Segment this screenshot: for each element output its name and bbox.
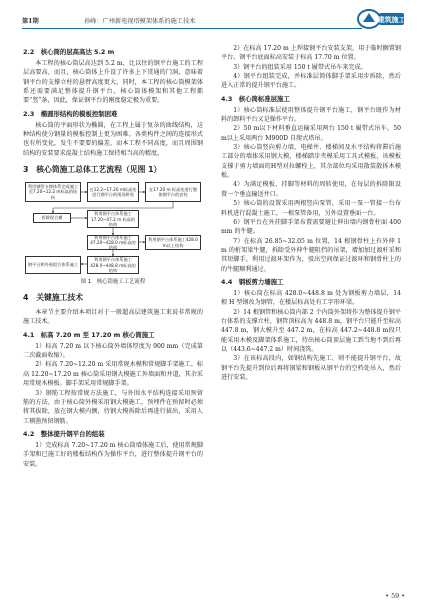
section-4-2-paragraph-4: 4）钢平台组装完成，并标准层简体脚手架采用步拆除，然后进入正常的提升钢平台施工。 xyxy=(221,73,401,90)
flow-step-5: 利用钢平台体系施工17.20~47.2 m 标高的结构 xyxy=(87,210,139,228)
section-4-3-paragraph-5: 5）核心筒的设置采用两根竖向泵管，采用一泵一管接一台布料机进行混凝土施工，一根泵管备用，另外设置垂面一台。 xyxy=(221,200,401,217)
flow-step-7: 利用钢平台体系施工428.0 m以上结构 xyxy=(145,235,201,250)
flow-step-3: 在17.20 m 标高处进行整体钢平台的安装 xyxy=(145,182,201,202)
section-4-3-title: 4.3 核心筒标准层施工 xyxy=(221,94,290,103)
section-4-2-paragraph-3: 3）钢平台的组装采用 150 t 履带式吊车来完成。 xyxy=(233,63,367,71)
section-4-paragraph: 本章节主要介绍本项目对于一般超高层建筑施工来说非常规的施工技术。 xyxy=(23,309,203,326)
issue-number: 第1期 xyxy=(22,18,39,25)
journal-logo-icon xyxy=(357,8,405,30)
section-2-2-paragraph: 本工程的核心筒层高达到 5.2 m，比以往的钢平台施工的工程层高要高，而且，核心筒体上升设了许多上下贯通的门洞，意味着钢平台的支撑立柱的悬臂高度更大，同时，本工程的核心筒模架体系还需要满足整体提升钢平台、核心筒体模架和其他工程都要“竖”条，因此，保证钢平台的刚度稳定极为重要。 xyxy=(23,60,203,105)
running-title: 孙峰：广州新电视塔模架体系的施工技术 xyxy=(84,18,196,25)
flow-step-2: 在12.2~17.20 m标高处进行钢平台的现场拼装 xyxy=(87,182,139,202)
section-4-1-title: 4.1 标高 7.20 m 至 17.20 m 核心筒施工 xyxy=(23,330,155,339)
section-4-3-paragraph-4: 4）为满足模板、挂脚等材料的周转使用，在每层的拆除限设置一个垂直输送井口。 xyxy=(221,181,401,198)
page-header xyxy=(22,6,405,36)
section-4-1-paragraph-1: 1）标高 7.20 m 以下核心筒外墙体厚度为 900 mm（完成第二次截面收缩）。 xyxy=(23,342,203,360)
section-4-1-paragraph-3: 3）钢筋工程按常规方法施工，与外围水平结构连接采用预留筋的方法，由于核心筒外模采用钢大模施工，预埋件在预留时必须将其拔除，放在钢大模内侧，待钢大模拆除后再进行拔出，采用人工剔凿预留钢筋。 xyxy=(23,389,203,425)
section-4-2-paragraph-1: 1）完成标高 7.20~17.20 m 核心筒墙体施工后，使用常规脚手架和已施工好的楼板结构作为操作平台，进行整体提升钢平台的安装。 xyxy=(23,441,203,468)
figure-caption: 图 1 核心筒施工工艺流程 xyxy=(80,279,146,286)
page-number: • 59 • xyxy=(385,592,405,600)
section-4-3-paragraph-2: 2）50 m以下材料垂直运输采用两台 150 t 履带式吊车，50 m以上采用两台 M900D 自爬式塔吊。 xyxy=(221,125,401,142)
flow-step-9: 钢平台和外围组合体系施工 xyxy=(25,256,81,274)
section-2-3-title: 2.3 椭圆形结构的模板控制困难 xyxy=(23,109,118,118)
flow-step-6: 利用钢平台体系施工47.20~428.0 m标高的结构 xyxy=(87,235,139,250)
section-4-4-paragraph-1: 1）核心筒在标高 428.0~448.8 m 处为钢板剪力墙层，14 根 H 型钢改为钢管，在楼层标高处有工字形环梁。 xyxy=(221,289,401,307)
section-4-4-paragraph-2: 2）14 根钢管和核心筒内部 2 个内筒外架将作为整体提升钢平台体系的支撑立柱，钢管顶标高为 448.8 m，钢平台只能升至标高 447.8 m，钢大模升至 447.2 m，在标高 447.2~448.8 m段只能采用木模及脚架体系施工，待出核心筒顶层施工到当地不到后再以（443.6~447.2 m）时间浇筑。 xyxy=(221,308,401,353)
logo-text: 建筑施工 xyxy=(377,16,405,24)
header-rule xyxy=(22,28,362,29)
process-flowchart xyxy=(23,180,203,276)
section-4-3-paragraph-3: 3）核心筒竖向剪力墙、电梯井、楼梯间及水平结构将滞后施工部分的墙体采用钢大模，楼梯踏步夹模采用工具式模板，该模板支撑于剪力墙面的H型对拉螺栓上，其余部位均采用散装散拆木模板。 xyxy=(221,144,401,180)
section-2-2-title: 2.2 核心筒的层高高达 5.2 m xyxy=(23,48,115,56)
section-2-3-paragraph: 核心筒的平面形状为椭圆，在工程上属于复杂的曲线结构，这种结构使分钢量的模板控制上更为困难。各类构件之间的连接形式也有所变化，发生不要要的偏差，而本工程不同高度，而且周围钢结构的安装要求混凝土结构施工保持相当高的精度。 xyxy=(23,121,203,157)
section-3-title: 3 核心筒施工总体工艺流程（见图 1） xyxy=(23,165,162,175)
right-column xyxy=(221,44,401,382)
section-4-3-paragraph-1: 1）核心筒标准层使用整体提升钢平台施工，钢平台既作为材料的卸料平台又是操作平台。 xyxy=(221,106,401,124)
section-4-3-paragraph-6: 6）钢平台在外挂脚手架布置需要避让伸出墙内钢骨柱面 400 mm 的牛腿。 xyxy=(221,218,401,236)
section-4-4-title: 4.4 钢板剪力墙施工 xyxy=(221,277,284,286)
section-4-title: 4 关键施工技术 xyxy=(23,293,84,303)
section-4-2-title: 4.2 整体提升钢平台的组装 xyxy=(23,429,105,438)
section-4-4-paragraph-3: 3）在该标高段内，如钢结构先施工，则不能提升钢平台，故钢平台先提升到位后再将钢梁和钢板从钢平台的空档处吊入，然后进行安装。 xyxy=(221,355,401,381)
section-4-3-paragraph-7: 7）在标高 26.85~32.05 m 位置，14 根钢骨柱上有外伸 1 m 的桁架梁牛腿，拆除受外伸牛腿阻挡的吊架，增加加过渡杆采和其短脚手，利用过渡环架作为，驳出空间保证过渡环和钢骨柱上的的牛腿顺利通过。 xyxy=(221,237,401,273)
flow-step-1: 利用钢管支撑体系完成施工至7.20~12.2 m标高的结构 xyxy=(25,182,81,202)
flow-step-4: 拆除现合模 xyxy=(33,213,71,223)
section-4-1-paragraph-2: 2）标高 7.20~12.20 m 采用常规木模和常规脚手架施工。标高 12.20~17.20 m 核心筒采用钢大模施工外墙面和并道，其余采用常规木模板。脚手架采用常规脚手架。 xyxy=(23,361,203,388)
left-column xyxy=(23,44,203,469)
flow-step-8: 利用钢平台体系施工428.0~448.8 m标高的结构 xyxy=(87,256,139,274)
section-4-2-paragraph-2: 2）在标高 17.20 m 上焊接钢平台安装支架，用于临时搁置钢平台。钢平台底面标高安装于标高 17.70 m 位置。 xyxy=(221,45,401,62)
